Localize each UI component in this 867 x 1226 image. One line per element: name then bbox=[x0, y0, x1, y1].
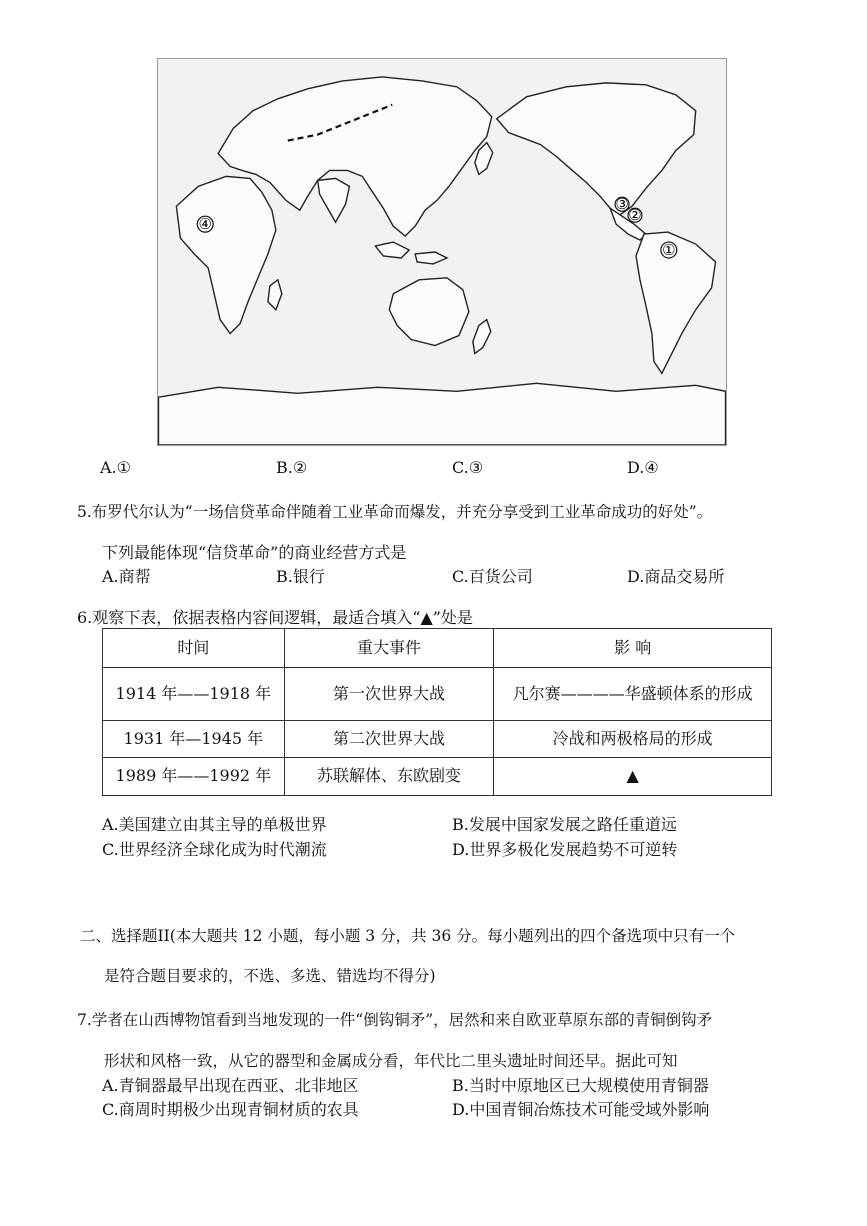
svg-text:④: ④ bbox=[198, 215, 212, 234]
australia-landmass bbox=[389, 278, 469, 346]
q4-option-b[interactable]: B.② bbox=[276, 458, 308, 477]
q6-table bbox=[102, 628, 772, 796]
q4-option-d[interactable]: D.④ bbox=[627, 458, 659, 477]
world-map-drawing bbox=[158, 59, 726, 445]
table-cell-impact: 凡尔赛————华盛顿体系的形成 bbox=[494, 668, 772, 721]
marker-4 bbox=[197, 215, 213, 233]
table-row bbox=[103, 668, 772, 721]
q5-option-c[interactable]: C.百货公司 bbox=[452, 567, 533, 586]
q7-stem-line1: 7.学者在山西博物馆看到当地发现的一件“倒钩铜矛”，居然和来自欧亚草原东部的青铜倒钩矛 bbox=[77, 1011, 713, 1029]
q4-option-c[interactable]: C.③ bbox=[452, 458, 484, 477]
table-row bbox=[103, 721, 772, 757]
table-header-impact: 影 响 bbox=[494, 629, 772, 668]
table-cell-event: 苏联解体、东欧剧变 bbox=[284, 757, 494, 795]
q5-option-a[interactable]: A.商帮 bbox=[102, 567, 151, 586]
table-cell-time: 1931 年—1945 年 bbox=[103, 721, 285, 757]
world-map bbox=[157, 58, 727, 446]
q5-option-b[interactable]: B.银行 bbox=[276, 567, 325, 586]
table-header-event: 重大事件 bbox=[284, 629, 494, 668]
q7-option-d[interactable]: D.中国青铜冶炼技术可能受域外影响 bbox=[452, 1100, 710, 1119]
q7-option-a[interactable]: A.青铜器最早出现在西亚、北非地区 bbox=[102, 1076, 359, 1095]
q5-stem-line1: 5.布罗代尔认为“一场信贷革命伴随着工业革命而爆发，并充分享受到工业革命成功的好处”。 bbox=[77, 503, 713, 521]
q7-option-c[interactable]: C.商周时期极少出现青铜材质的农具 bbox=[102, 1100, 359, 1119]
table-cell-event: 第二次世界大战 bbox=[284, 721, 494, 757]
table-header-row bbox=[103, 629, 772, 668]
svg-text:②: ② bbox=[628, 206, 642, 225]
table-row bbox=[103, 757, 772, 795]
madagascar-island bbox=[268, 280, 282, 310]
q6-option-a[interactable]: A.美国建立由其主导的单极世界 bbox=[102, 815, 327, 834]
section2-heading-line2: 是符合题目要求的，不选、多选、错选均不得分) bbox=[104, 967, 436, 985]
q6-option-d[interactable]: D.世界多极化发展趋势不可逆转 bbox=[452, 840, 678, 859]
marker-2 bbox=[628, 206, 642, 224]
southeast-asia-islands bbox=[375, 242, 447, 264]
table-cell-impact: 冷战和两极格局的形成 bbox=[494, 721, 772, 757]
q6-stem: 6.观察下表，依据表格内容间逻辑，最适合填入“▲”处是 bbox=[77, 608, 473, 627]
table-cell-time: 1914 年——1918 年 bbox=[103, 668, 285, 721]
q5-option-d[interactable]: D.商品交易所 bbox=[627, 567, 725, 586]
section2-heading-line1: 二、选择题II(本大题共 12 小题，每小题 3 分，共 36 分。每小题列出的四个备选项中只有一个 bbox=[80, 927, 736, 945]
q6-option-b[interactable]: B.发展中国家发展之路任重道远 bbox=[452, 815, 677, 834]
q6-option-c[interactable]: C.世界经济全球化成为时代潮流 bbox=[102, 840, 327, 859]
svg-text:③: ③ bbox=[615, 195, 629, 214]
q7-option-b[interactable]: B.当时中原地区已大规模使用青铜器 bbox=[452, 1076, 709, 1095]
table-cell-impact-blank: ▲ bbox=[494, 757, 772, 795]
north-america-landmass bbox=[497, 83, 696, 216]
svg-text:①: ① bbox=[662, 240, 676, 259]
table-header-time: 时间 bbox=[103, 629, 285, 668]
q5-stem-line2: 下列最能体现“信贷革命”的商业经营方式是 bbox=[102, 543, 407, 562]
antarctica-landmass bbox=[158, 383, 725, 445]
table-cell-event: 第一次世界大战 bbox=[284, 668, 494, 721]
table-cell-time: 1989 年——1992 年 bbox=[103, 757, 285, 795]
q7-stem-line2: 形状和风格一致，从它的器型和金属成分看，年代比二里头遗址时间还早。据此可知 bbox=[104, 1052, 678, 1070]
new-zealand-islands bbox=[473, 320, 491, 354]
africa-landmass bbox=[176, 176, 275, 333]
marker-1 bbox=[661, 241, 677, 259]
q4-option-a[interactable]: A.① bbox=[100, 458, 131, 477]
marker-3 bbox=[615, 195, 629, 213]
india-landmass bbox=[318, 178, 350, 222]
